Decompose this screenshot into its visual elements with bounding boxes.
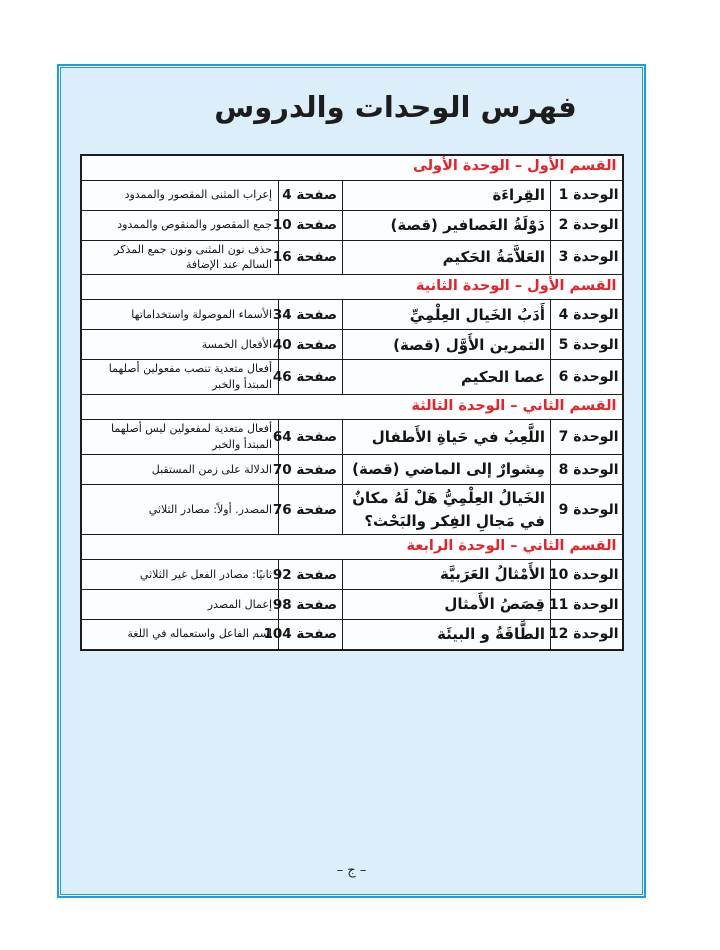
- lesson-title-cell: أَدَبُ الخَيال العِلْمِيِّ: [343, 300, 551, 330]
- page-frame: [57, 64, 646, 898]
- unit-cell: الوحدة 9: [551, 485, 623, 535]
- page-number-cell: صفحة 104: [279, 620, 343, 650]
- section-header-label: القسم الأول – الوحدة الأولى: [81, 155, 623, 180]
- toc-row: [81, 180, 623, 210]
- toc-row: [81, 590, 623, 620]
- page-number-cell: صفحة 64: [279, 420, 343, 455]
- grammar-topic-cell: إعمال المصدر: [81, 590, 279, 620]
- lesson-title-cell: اللَّعِبُ في حَياةِ الأَطفال: [343, 420, 551, 455]
- grammar-topic-cell: إعراب المثنى المقصور والممدود: [81, 180, 279, 210]
- lesson-title-cell: العَلاَّمَةُ الحَكيم: [343, 240, 551, 275]
- unit-cell: الوحدة 6: [551, 360, 623, 395]
- page-title: فهرس الوحدات والدروس: [214, 90, 577, 124]
- unit-cell: الوحدة 12: [551, 620, 623, 650]
- grammar-topic-cell: اسم الفاعل واستعماله في اللغة: [81, 620, 279, 650]
- page-number-cell: صفحة 76: [279, 485, 343, 535]
- unit-cell: الوحدة 5: [551, 330, 623, 360]
- grammar-topic-cell: ثانيًا: مصادر الفعل غير الثلاثي: [81, 560, 279, 590]
- lesson-title-cell: دَوْلَةُ العَصافير (قصة): [343, 210, 551, 240]
- grammar-topic-cell: جمع المقصور والمنقوص والممدود: [81, 210, 279, 240]
- grammar-topic-cell: الأسماء الموصولة واستخداماتها: [81, 300, 279, 330]
- page-number: – ج –: [336, 863, 367, 878]
- page-number-cell: صفحة 70: [279, 455, 343, 485]
- section-header-row: [81, 275, 623, 300]
- lesson-title-cell: القِراءَة: [343, 180, 551, 210]
- toc-row: [81, 560, 623, 590]
- unit-cell: الوحدة 2: [551, 210, 623, 240]
- grammar-topic-cell: الدلالة على زمن المستقبل: [81, 455, 279, 485]
- lesson-title-cell: مِشوارٌ إلى الماضي (قصة): [343, 455, 551, 485]
- toc-row: [81, 210, 623, 240]
- section-header-row: [81, 395, 623, 420]
- toc-row: [81, 485, 623, 535]
- grammar-topic-cell: المصدر. أولاً: مصادر الثلاثي: [81, 485, 279, 535]
- toc-row: [81, 360, 623, 395]
- unit-cell: الوحدة 1: [551, 180, 623, 210]
- page-number-cell: صفحة 40: [279, 330, 343, 360]
- toc-row: [81, 620, 623, 650]
- toc-table: [80, 154, 624, 651]
- page-number-cell: صفحة 34: [279, 300, 343, 330]
- lesson-title-cell: عصا الحكيم: [343, 360, 551, 395]
- page-number-cell: صفحة 46: [279, 360, 343, 395]
- grammar-topic-cell: الأفعال الخمسة: [81, 330, 279, 360]
- unit-cell: الوحدة 8: [551, 455, 623, 485]
- section-header-label: القسم الأول – الوحدة الثانية: [81, 275, 623, 300]
- page-number-cell: صفحة 98: [279, 590, 343, 620]
- section-header-row: [81, 535, 623, 560]
- page-number-cell: صفحة 4: [279, 180, 343, 210]
- lesson-title-cell: قِصَصُ الأَمثال: [343, 590, 551, 620]
- page-frame-inner: [60, 67, 643, 895]
- unit-cell: الوحدة 10: [551, 560, 623, 590]
- lesson-title-cell: الطَّاقَةُ و البيئَة: [343, 620, 551, 650]
- section-header-label: القسم الثاني – الوحدة الثالثة: [81, 395, 623, 420]
- toc-row: [81, 420, 623, 455]
- section-header-row: [81, 155, 623, 180]
- section-header-label: القسم الثاني – الوحدة الرابعة: [81, 535, 623, 560]
- unit-cell: الوحدة 3: [551, 240, 623, 275]
- lesson-title-cell: الأَمْثالُ العَرَبيَّة: [343, 560, 551, 590]
- toc-table-body: [81, 155, 623, 650]
- toc-row: [81, 300, 623, 330]
- unit-cell: الوحدة 4: [551, 300, 623, 330]
- toc-row: [81, 330, 623, 360]
- lesson-title-cell: التمرين الأَوَّل (قصة): [343, 330, 551, 360]
- grammar-topic-cell: أفعال متعدية لمفعولين ليس أصلهما المبتدأ والخبر: [81, 420, 279, 455]
- unit-cell: الوحدة 11: [551, 590, 623, 620]
- page-number-cell: صفحة 16: [279, 240, 343, 275]
- page-number-cell: صفحة 10: [279, 210, 343, 240]
- grammar-topic-cell: أفعال متعدية تنصب مفعولين أصلهما المبتدأ والخبر: [81, 360, 279, 395]
- unit-cell: الوحدة 7: [551, 420, 623, 455]
- toc-row: [81, 455, 623, 485]
- grammar-topic-cell: حذف نون المثنى ونون جمع المذكر السالم عند الإضافة: [81, 240, 279, 275]
- page-number-cell: صفحة 92: [279, 560, 343, 590]
- lesson-title-cell: الخَيالُ العِلْمِيُّ هَلْ لَهُ مكانٌ في مَجالِ الفِكر والبَحْث؟: [343, 485, 551, 535]
- toc-row: [81, 240, 623, 275]
